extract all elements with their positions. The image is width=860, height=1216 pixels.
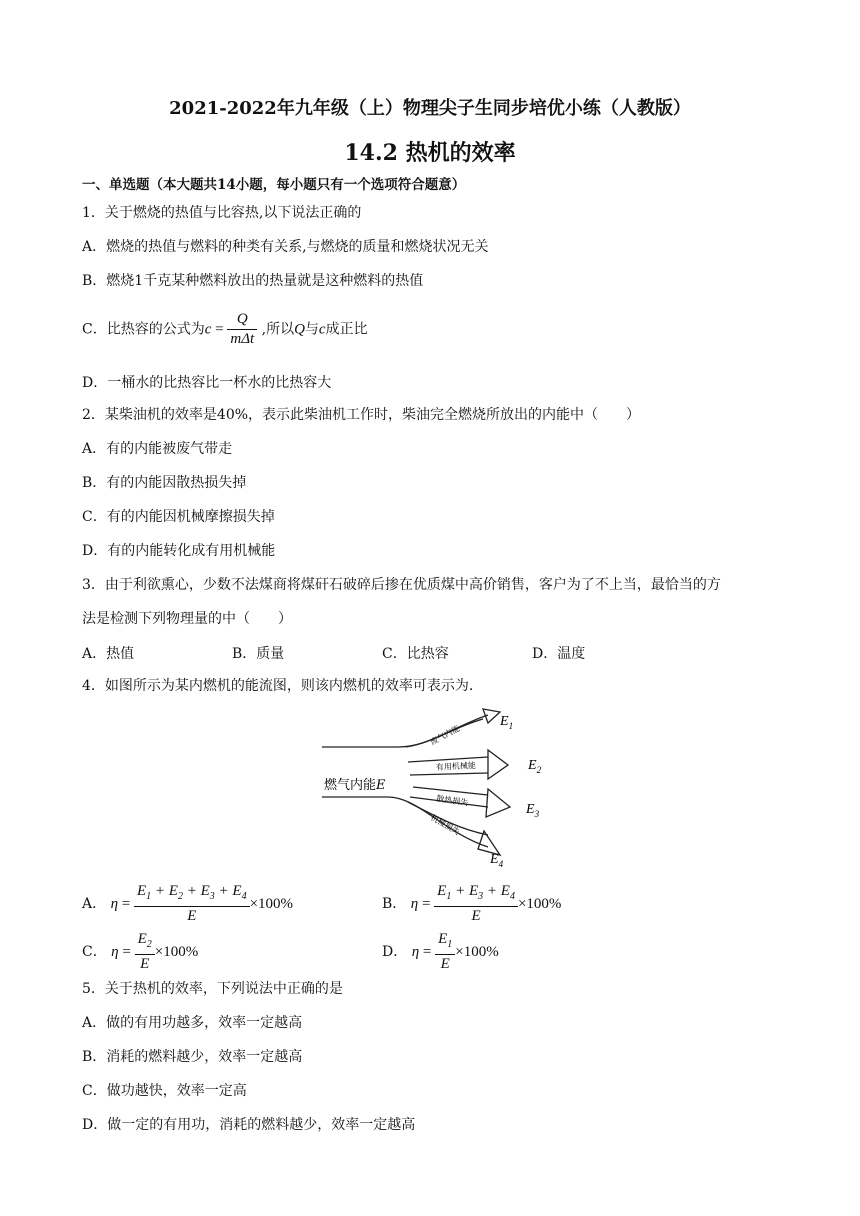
- q2-option-a: A．有的内能被废气带走: [82, 441, 233, 457]
- source-label: 燃气内能E: [324, 778, 386, 793]
- q4-stem: 4．如图所示为某内燃机的能流图，则该内燃机的效率可表示为.: [82, 678, 474, 694]
- q1-option-c: C．比热容的公式为c = $\frac{Q}{\text{mΔt}}$ ,所以Q与c成正比: [82, 311, 368, 347]
- q5-stem: 5．关于热机的效率，下列说法中正确的是: [82, 981, 343, 997]
- q4-option-b: B． η = $\frac{E_1 + E_3 + E_4}{E}$ ×100%: [382, 883, 562, 924]
- document-title: 2021-2022年九年级（上）物理尖子生同步培优小练（人教版）: [169, 98, 691, 119]
- q5-option-a: A．做的有用功越多，效率一定越高: [82, 1015, 303, 1031]
- q4-option-d: D． η = $\frac{E_1}{E}$ ×100%: [382, 931, 499, 972]
- section-heading: 一、单选题（本大题共14小题，每小题只有一个选项符合题意）: [82, 177, 466, 193]
- formula-fraction: $\frac{Q}{\text{mΔt}}$: [227, 310, 257, 349]
- document-subtitle: 14.2 热机的效率: [344, 140, 516, 166]
- q2-option-c: C．有的内能因机械摩擦损失掉: [82, 509, 275, 525]
- e1-label: $E_1$: [500, 714, 514, 731]
- arrow1-label: 废气内能: [428, 723, 462, 747]
- energy-flow-diagram: [318, 707, 558, 873]
- q2-stem: 2．某柴油机的效率是40%，表示此柴油机工作时，柴油完全燃烧所放出的内能中（ ）: [82, 407, 641, 423]
- q1-option-c-prefix: C．比热容的公式为: [82, 321, 205, 338]
- q5-option-b: B．消耗的燃料越少，效率一定越高: [82, 1049, 303, 1065]
- e3-label: $E_3$: [526, 802, 540, 819]
- q4-option-c: C． η = $\frac{E_2}{E}$ ×100%: [82, 931, 199, 972]
- q5-option-c: C．做功越快，效率一定高: [82, 1083, 247, 1099]
- q2-option-b: B．有的内能因散热损失掉: [82, 475, 247, 491]
- formula-c: c: [204, 321, 212, 338]
- q1-option-b: B．燃烧1千克某种燃料放出的热量就是这种燃料的热值: [82, 273, 424, 289]
- q3-option-c: C．比热容: [382, 646, 449, 662]
- e2-label: $E_2$: [528, 758, 542, 775]
- q2-option-d: D．有的内能转化成有用机械能: [82, 543, 276, 559]
- q1-stem: 1．关于燃烧的热值与比容热,以下说法正确的: [82, 205, 362, 221]
- q1-option-d: D．一桶水的比热容比一杯水的比热容大: [82, 375, 332, 391]
- q3-stem-line2: 法是检测下列物理量的中（ ）: [82, 611, 292, 627]
- arrow3-label: 散热损失: [435, 794, 469, 808]
- q3-option-a: A．热值: [82, 646, 135, 662]
- arrow2-label: 有用机械能: [435, 760, 477, 772]
- q1-option-a: A．燃烧的热值与燃料的种类有关系,与燃烧的质量和燃烧状况无关: [82, 239, 489, 255]
- q3-option-b: B．质量: [232, 646, 285, 662]
- q3-stem-line1: 3．由于利欲熏心，少数不法煤商将煤矸石破碎后掺在优质煤中高价销售，客户为了不上当，最恰当的方: [82, 577, 721, 593]
- q3-option-d: D．温度: [532, 646, 586, 662]
- arrow4-label: 机械损失: [429, 812, 462, 837]
- e4-label: $E_4$: [490, 852, 504, 869]
- q5-option-d: D．做一定的有用功，消耗的燃料越少，效率一定越高: [82, 1117, 416, 1133]
- q4-option-a: A． η = $\frac{E_1 + E_2 + E_3 + E_4}{E}$ ×100%: [82, 883, 294, 924]
